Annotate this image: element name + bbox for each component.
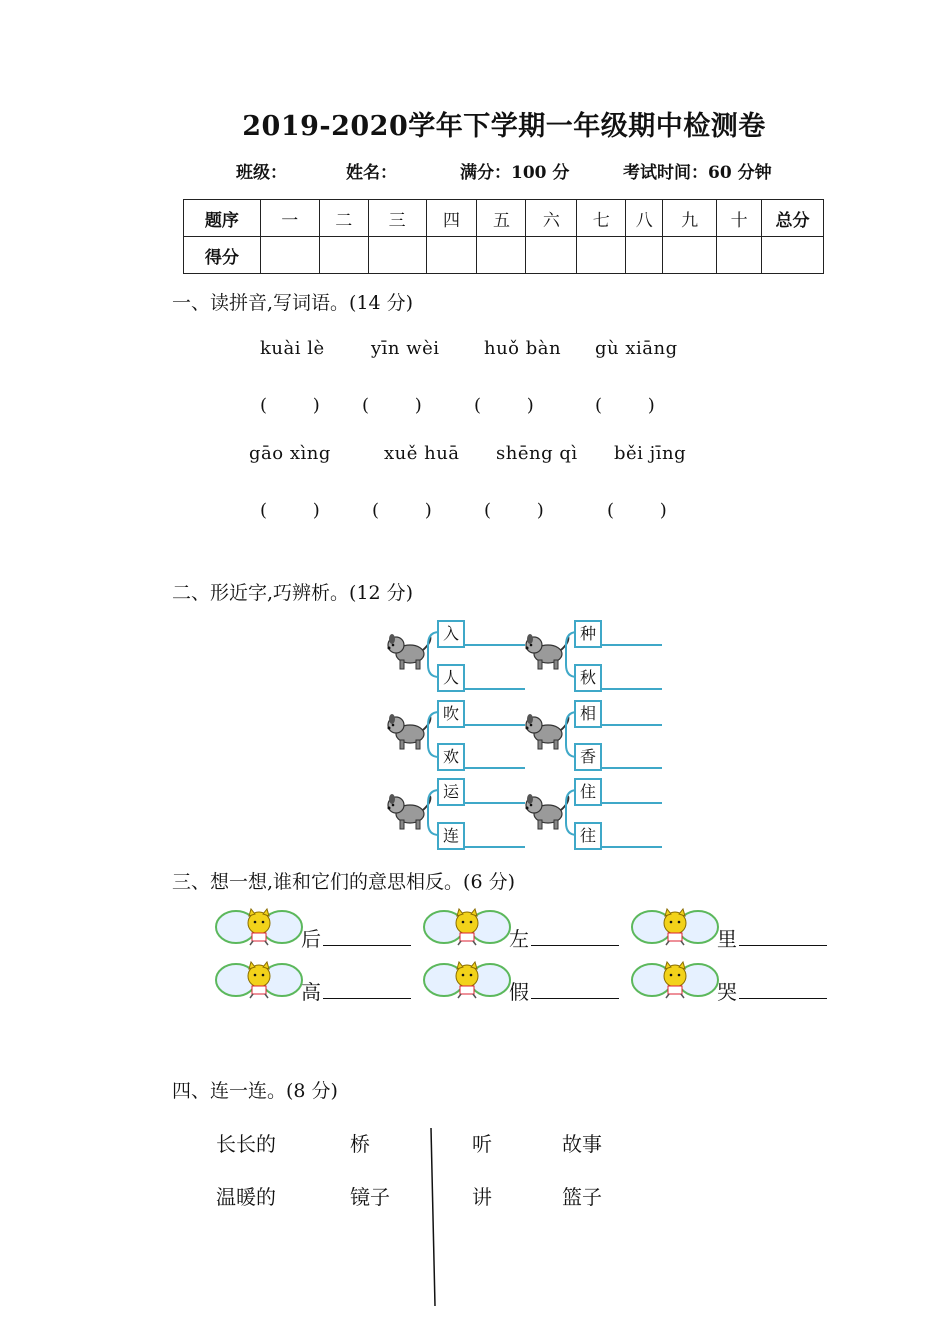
pinyin-item: huǒ bàn bbox=[484, 338, 562, 359]
column-header: 六 bbox=[526, 200, 577, 237]
antonym-prompt: 高 bbox=[301, 980, 321, 1004]
score-cell[interactable] bbox=[368, 237, 426, 274]
answer-line[interactable] bbox=[323, 945, 411, 946]
column-header: 九 bbox=[663, 200, 717, 237]
answer-parens[interactable]: ( ) bbox=[260, 500, 320, 521]
char-box: 种 bbox=[574, 620, 602, 648]
answer-line[interactable] bbox=[602, 802, 662, 804]
match-item-right[interactable]: 篮子 bbox=[562, 1185, 602, 1209]
antonym-prompt: 后 bbox=[301, 927, 321, 951]
char-box: 欢 bbox=[437, 743, 465, 771]
column-header: 八 bbox=[626, 200, 663, 237]
score-cell[interactable] bbox=[762, 237, 824, 274]
pinyin-item: gù xiāng bbox=[595, 338, 678, 359]
pinyin-item: yīn wèi bbox=[371, 338, 440, 359]
bubble-cat-icon bbox=[422, 960, 512, 1000]
column-header: 四 bbox=[426, 200, 477, 237]
section4-heading: 四、连一连。(8 分) bbox=[172, 1080, 338, 1102]
answer-line[interactable] bbox=[323, 998, 411, 999]
name-label: 姓名： bbox=[346, 163, 397, 183]
score-cell[interactable] bbox=[717, 237, 762, 274]
answer-line[interactable] bbox=[465, 644, 525, 646]
bubble-cat-icon bbox=[214, 907, 304, 947]
answer-line[interactable] bbox=[739, 998, 827, 999]
column-header: 十 bbox=[717, 200, 762, 237]
char-box: 人 bbox=[437, 664, 465, 692]
char-box: 入 bbox=[437, 620, 465, 648]
answer-line[interactable] bbox=[465, 688, 525, 690]
char-box: 连 bbox=[437, 822, 465, 850]
match-item-right[interactable]: 故事 bbox=[562, 1132, 602, 1156]
char-box: 相 bbox=[574, 700, 602, 728]
answer-parens[interactable]: ( ) bbox=[260, 395, 320, 416]
antonym-prompt: 里 bbox=[717, 927, 737, 951]
answer-parens[interactable]: ( ) bbox=[607, 500, 667, 521]
char-box: 秋 bbox=[574, 664, 602, 692]
answer-line[interactable] bbox=[531, 945, 619, 946]
bubble-cat-icon bbox=[630, 960, 720, 1000]
match-item-left[interactable]: 镜子 bbox=[350, 1185, 390, 1209]
answer-line[interactable] bbox=[465, 724, 525, 726]
match-item-right[interactable]: 讲 bbox=[472, 1185, 492, 1209]
char-box: 往 bbox=[574, 822, 602, 850]
antonym-prompt: 哭 bbox=[717, 980, 737, 1004]
score-cell[interactable] bbox=[477, 237, 526, 274]
answer-line[interactable] bbox=[465, 802, 525, 804]
page-title: 2019-2020学年下学期一年级期中检测卷 bbox=[242, 111, 766, 142]
antonym-prompt: 左 bbox=[509, 927, 529, 951]
answer-line[interactable] bbox=[465, 767, 525, 769]
row-header-score: 得分 bbox=[184, 237, 261, 274]
answer-parens[interactable]: ( ) bbox=[595, 395, 655, 416]
match-item-right[interactable]: 听 bbox=[472, 1132, 492, 1156]
answer-line[interactable] bbox=[531, 998, 619, 999]
score-table bbox=[183, 199, 824, 274]
column-header: 一 bbox=[260, 200, 319, 237]
pinyin-item: kuài lè bbox=[260, 338, 325, 359]
answer-line[interactable] bbox=[602, 846, 662, 848]
bubble-cat-icon bbox=[422, 907, 512, 947]
column-header: 七 bbox=[577, 200, 626, 237]
char-box: 运 bbox=[437, 778, 465, 806]
score-cell[interactable] bbox=[260, 237, 319, 274]
antonym-prompt: 假 bbox=[509, 980, 529, 1004]
column-header: 二 bbox=[319, 200, 368, 237]
pinyin-item: shēng qì bbox=[496, 443, 578, 464]
match-item-left[interactable]: 长长的 bbox=[216, 1132, 276, 1156]
pinyin-item: běi jīng bbox=[614, 443, 687, 464]
full-score: 满分：100 分 bbox=[460, 163, 570, 183]
score-cell[interactable] bbox=[526, 237, 577, 274]
score-cell[interactable] bbox=[663, 237, 717, 274]
bubble-cat-icon bbox=[630, 907, 720, 947]
score-table-score-row bbox=[184, 237, 824, 274]
char-box: 住 bbox=[574, 778, 602, 806]
pinyin-item: xuě huā bbox=[384, 443, 460, 464]
section1-heading: 一、读拼音,写词语。(14 分) bbox=[172, 292, 414, 314]
answer-line[interactable] bbox=[739, 945, 827, 946]
answer-parens[interactable]: ( ) bbox=[362, 395, 422, 416]
score-cell[interactable] bbox=[319, 237, 368, 274]
score-table-header-row bbox=[184, 200, 824, 237]
score-cell[interactable] bbox=[577, 237, 626, 274]
answer-parens[interactable]: ( ) bbox=[474, 395, 534, 416]
divider-line bbox=[426, 1126, 440, 1308]
char-box: 吹 bbox=[437, 700, 465, 728]
answer-line[interactable] bbox=[602, 644, 662, 646]
bubble-cat-icon bbox=[214, 960, 304, 1000]
section3-heading: 三、想一想,谁和它们的意思相反。(6 分) bbox=[172, 871, 515, 893]
section2-heading: 二、形近字,巧辨析。(12 分) bbox=[172, 582, 414, 604]
match-item-left[interactable]: 温暖的 bbox=[216, 1185, 276, 1209]
answer-parens[interactable]: ( ) bbox=[484, 500, 544, 521]
column-header-total: 总分 bbox=[762, 200, 824, 237]
score-cell[interactable] bbox=[426, 237, 477, 274]
exam-time: 考试时间：60 分钟 bbox=[623, 163, 772, 183]
pinyin-item: gāo xìng bbox=[249, 443, 331, 464]
answer-line[interactable] bbox=[465, 846, 525, 848]
column-header: 三 bbox=[368, 200, 426, 237]
score-cell[interactable] bbox=[626, 237, 663, 274]
char-box: 香 bbox=[574, 743, 602, 771]
row-header-index: 题序 bbox=[184, 200, 261, 237]
answer-line[interactable] bbox=[602, 724, 662, 726]
match-item-left[interactable]: 桥 bbox=[350, 1132, 370, 1156]
column-header: 五 bbox=[477, 200, 526, 237]
class-label: 班级： bbox=[236, 163, 287, 183]
answer-line[interactable] bbox=[602, 688, 662, 690]
answer-line[interactable] bbox=[602, 767, 662, 769]
answer-parens[interactable]: ( ) bbox=[372, 500, 432, 521]
